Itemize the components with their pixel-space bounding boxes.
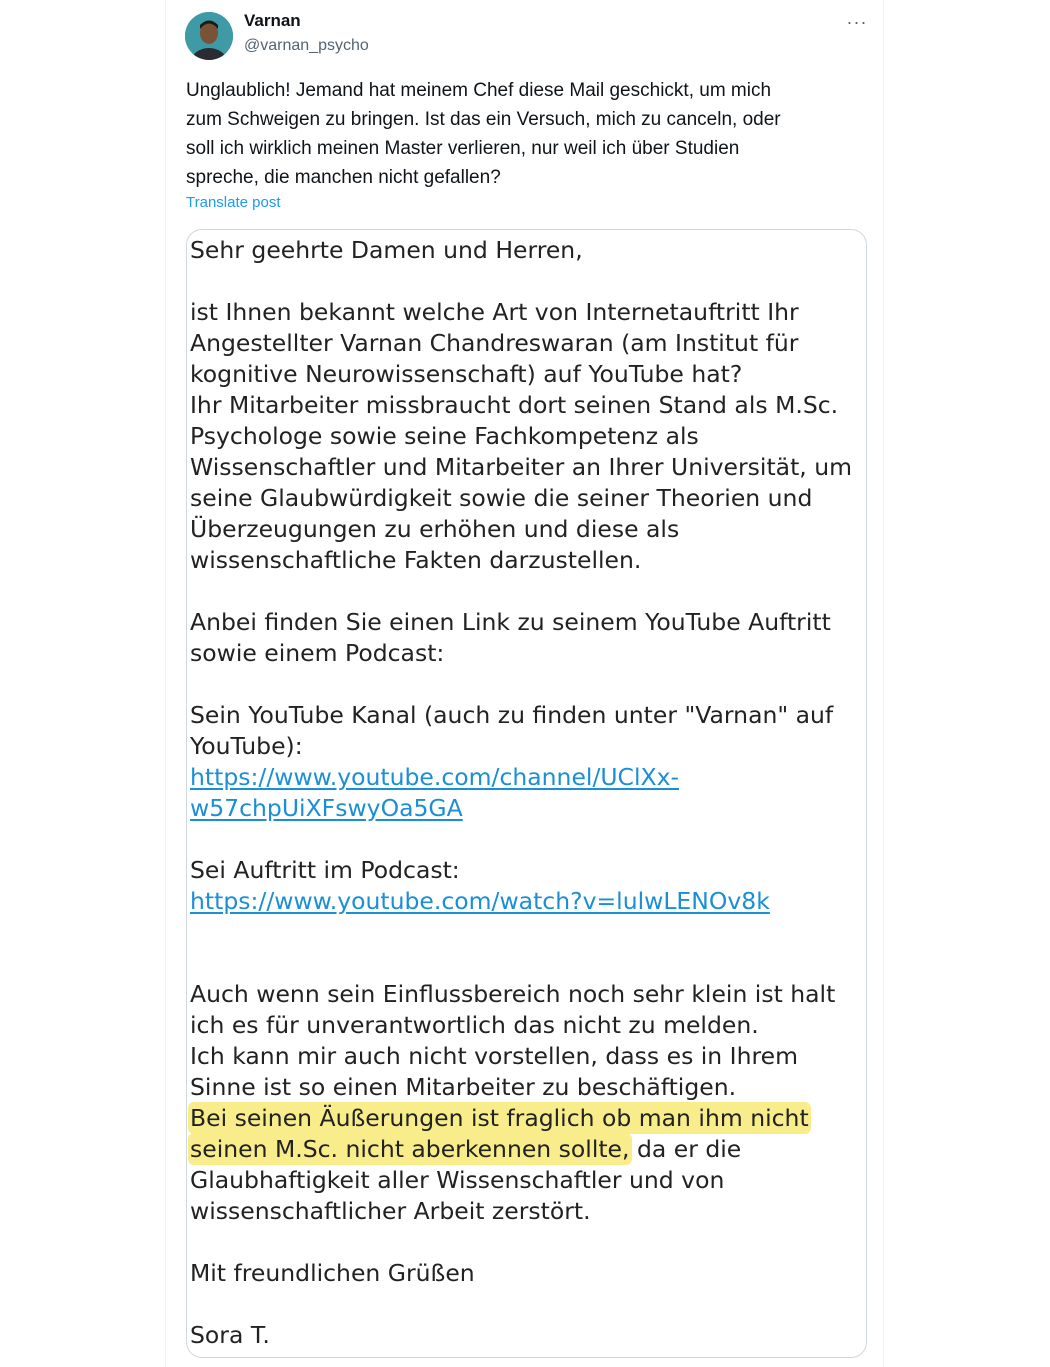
email-paragraph-4: Glaubhaftigkeit aller Wissenschaftler und von wissenschaftlicher Arbeit zerstört. [190, 1166, 725, 1225]
email-paragraph-2: Anbei finden Sie einen Link zu seinem YouTube Auftritt sowie einem Podcast: [190, 608, 831, 667]
attached-image[interactable] [186, 229, 867, 1358]
user-handle[interactable]: @varnan_psycho [244, 37, 369, 54]
podcast-intro: Sei Auftritt im Podcast: [190, 856, 460, 884]
after-highlight-text: da er die [629, 1135, 742, 1163]
email-salutation: Sehr geehrte Damen und Herren, [190, 236, 583, 264]
highlighted-line-2: seinen M.Sc. nicht aberkennen sollte, [190, 1135, 630, 1163]
channel-intro: Sein YouTube Kanal (auch zu finden unter "Varnan" auf YouTube): [190, 701, 834, 760]
channel-link[interactable]: https://www.youtube.com/channel/UClXx- w57chpUiXFswyOa5GA [190, 763, 679, 822]
podcast-link[interactable]: https://www.youtube.com/watch?v=lulwLENOv8k [190, 887, 770, 915]
email-screenshot [190, 235, 862, 1351]
email-paragraph-1: ist Ihnen bekannt welche Art von Internetauftritt Ihr Angestellter Varnan Chandreswaran (am Institut für kognitive Neurowissenschaft) auf YouTube hat? Ihr Mitarbeiter missbraucht dort seinen Stand als M.Sc. Psychologe sowie seine Fachkompetenz als Wissenschaftler und Mitarbeiter an Ihrer Universität, um seine Glaubwürdigkeit sowie die seiner Theorien und Überzeugungen zu erhöhen und diese als wissenschaftliche Fakten darzustellen. [190, 298, 853, 574]
post-text: Unglaublich! Jemand hat meinem Chef diese Mail geschickt, um mich zum Schweigen zu bringen. Ist das ein Versuch, mich zu canceln, oder soll ich wirklich meinen Master verlieren, nur weil ich über Studien spreche, die manchen nicht gefallen? [186, 80, 781, 188]
more-options-icon[interactable]: ··· [846, 12, 868, 32]
translate-post-link[interactable]: Translate post [186, 194, 281, 211]
email-paragraph-3: Auch wenn sein Einflussbereich noch sehr klein ist halt ich es für unverantwortlich das nicht zu melden. Ich kann mir auch nicht vorstellen, dass es in Ihrem Sinne ist so einen Mitarbeiter zu beschäftigen. [190, 980, 836, 1101]
display-name[interactable]: Varnan [244, 11, 301, 30]
highlighted-line-1: Bei seinen Äußerungen ist fraglich ob man ihm nicht [190, 1104, 809, 1132]
email-signature: Sora T. [190, 1321, 270, 1349]
avatar-image [185, 12, 233, 60]
email-closing: Mit freundlichen Grüßen [190, 1259, 475, 1287]
avatar[interactable] [185, 12, 233, 60]
post-card [165, 0, 884, 1367]
